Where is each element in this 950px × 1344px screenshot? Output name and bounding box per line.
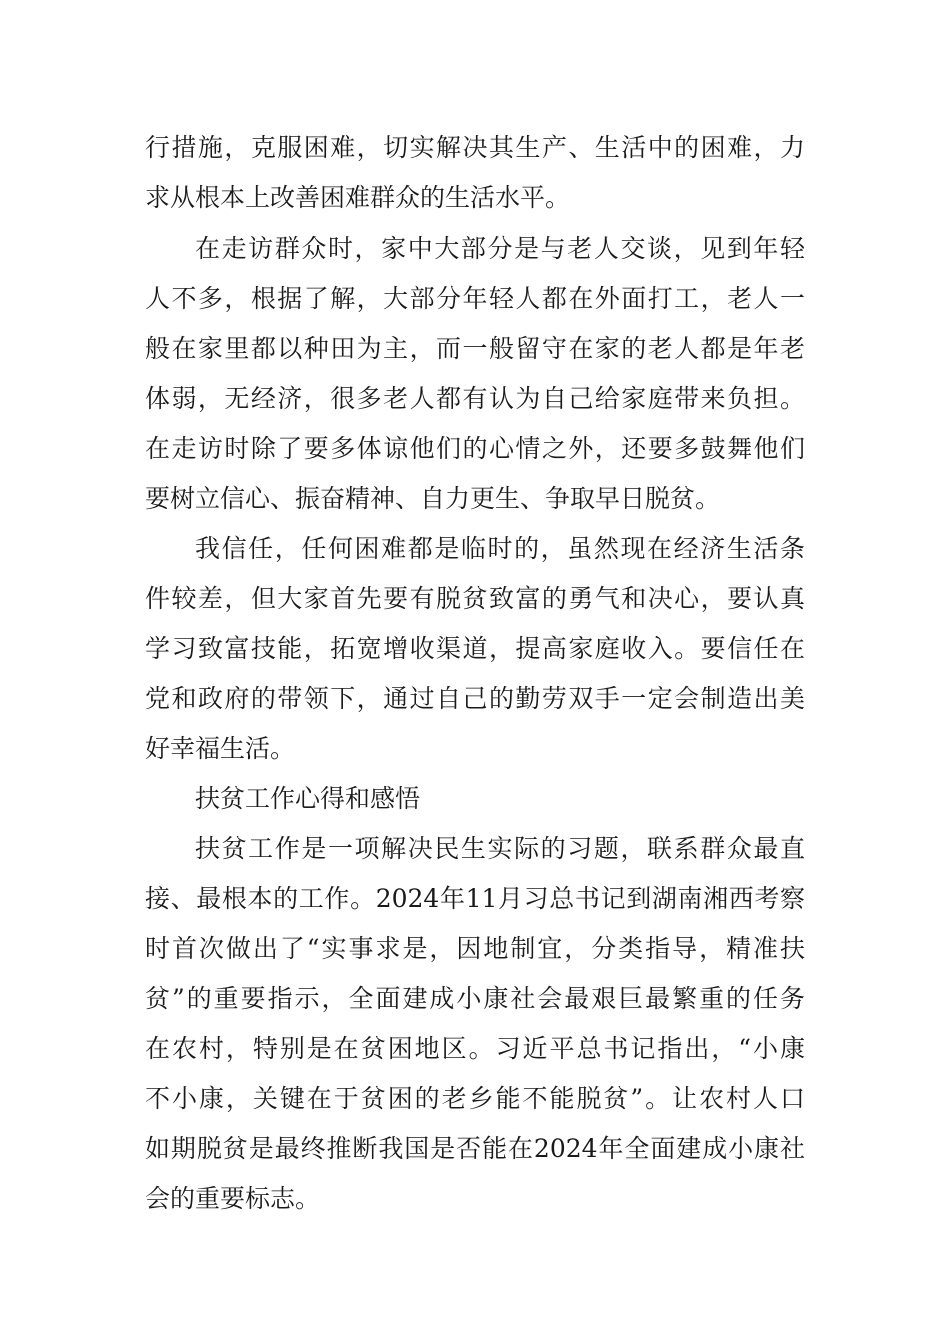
- paragraph-start-line: 扶贫工作是一项解决民生实际的习题，联系群众最直: [195, 834, 805, 863]
- text-line: 贫”的重要指示，全面建成小康社会最艰巨最繁重的任务: [145, 984, 805, 1013]
- text-line: 要树立信心、振奋精神、自力更生、争取早日脱贫。: [145, 484, 721, 513]
- text-line: 时首次做出了“实事求是，因地制宜，分类指导，精准扶: [145, 934, 805, 963]
- text-line: 在农村，特别是在贫困地区。习近平总书记指出，“小康: [145, 1034, 805, 1063]
- section-heading: 扶贫工作心得和感悟: [195, 784, 421, 813]
- paragraph-start-line: 在走访群众时，家中大部分是与老人交谈，见到年轻: [195, 234, 805, 263]
- text-line: 人不多，根据了解，大部分年轻人都在外面打工，老人一: [145, 284, 805, 313]
- text-line: 在走访时除了要多体谅他们的心情之外，还要多鼓舞他们: [145, 434, 805, 463]
- text-line: 般在家里都以种田为主，而一般留守在家的老人都是年老: [145, 334, 805, 363]
- text-line: 学习致富技能，拓宽增收渠道，提高家庭收入。要信任在: [145, 634, 805, 663]
- text-line: 如期脱贫是最终推断我国是否能在2024年全面建成小康社: [145, 1134, 805, 1163]
- text-line: 好幸福生活。: [145, 734, 296, 763]
- text-line: 行措施，克服困难，切实解决其生产、生活中的困难，力: [145, 133, 805, 162]
- text-line: 党和政府的带领下，通过自己的勤劳双手一定会制造出美: [145, 684, 805, 713]
- paragraph-start-line: 我信任，任何困难都是临时的，虽然现在经济生活条: [195, 534, 805, 563]
- text-line: 会的重要标志。: [145, 1184, 321, 1213]
- text-line: 不小康，关键在于贫困的老乡能不能脱贫”。让农村人口: [145, 1084, 805, 1113]
- text-line: 求从根本上改善困难群众的生活水平。: [145, 183, 571, 212]
- text-line: 件较差，但大家首先要有脱贫致富的勇气和决心，要认真: [145, 584, 805, 613]
- text-line: 接、最根本的工作。2024年11月习总书记到湖南湘西考察: [145, 884, 805, 913]
- text-line: 体弱，无经济，很多老人都有认为自己给家庭带来负担。: [145, 384, 805, 413]
